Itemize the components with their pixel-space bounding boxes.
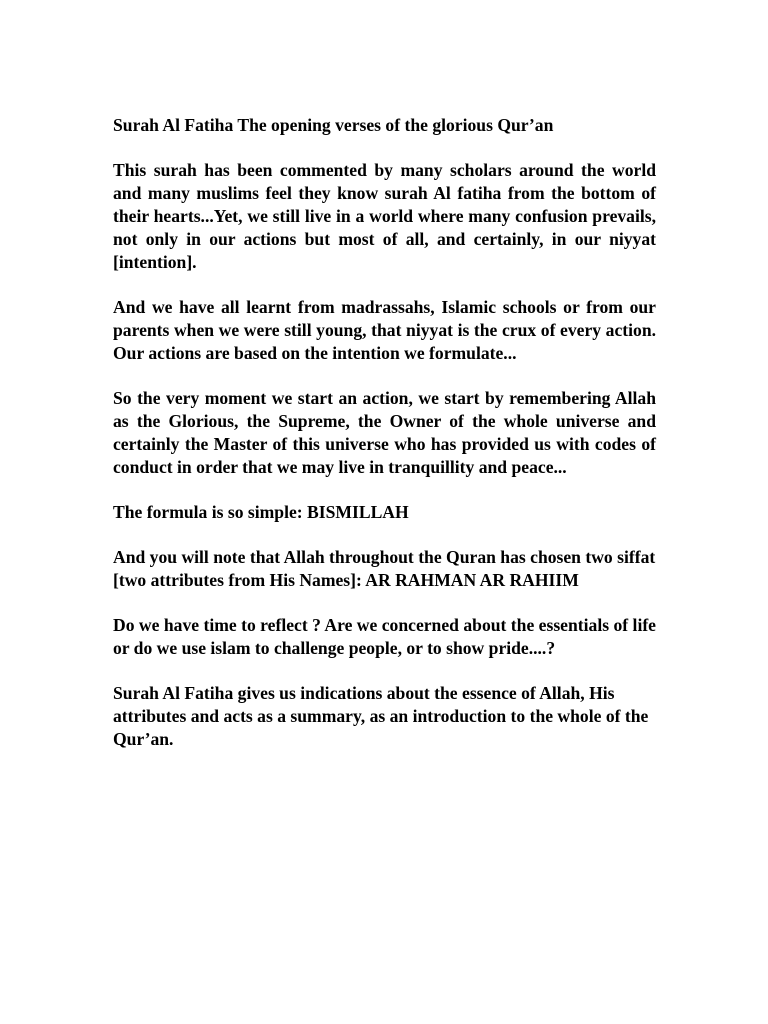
document-title: Surah Al Fatiha The opening verses of the glorious Qur’an bbox=[113, 115, 554, 135]
paragraph-7: Surah Al Fatiha gives us indications about the essence of Allah, His attributes and acts as a summary, as an introduction to the whole of the Qur’an. bbox=[113, 683, 649, 749]
paragraph-6: Do we have time to reflect ? Are we concerned about the essentials of life or do we use islam to challenge people, or to show pride....? bbox=[113, 615, 656, 658]
document-page bbox=[113, 114, 656, 773]
paragraph-3: So the very moment we start an action, we start by remembering Allah as the Glorious, the Supreme, the Owner of the whole universe and certainly the Master of this universe who has provided us with codes of conduct in order that we may live in tranquillity and peace... bbox=[113, 388, 656, 477]
paragraph-4: The formula is so simple: BISMILLAH bbox=[113, 502, 409, 522]
paragraph-2: And we have all learnt from madrassahs, Islamic schools or from our parents when we were still young, that niyyat is the crux of every action. Our actions are based on the intention we formulate... bbox=[113, 297, 656, 363]
paragraph-5: And you will note that Allah throughout the Quran has chosen two siffat [two attributes from His Names]: AR RAHMAN AR RAHIIM bbox=[113, 547, 656, 590]
paragraph-1: This surah has been commented by many scholars around the world and many muslims feel they know surah Al fatiha from the bottom of their hearts...Yet, we still live in a world where many confusion prevails, not only in our actions but most of all, and certainly, in our niyyat [intention]. bbox=[113, 160, 656, 272]
